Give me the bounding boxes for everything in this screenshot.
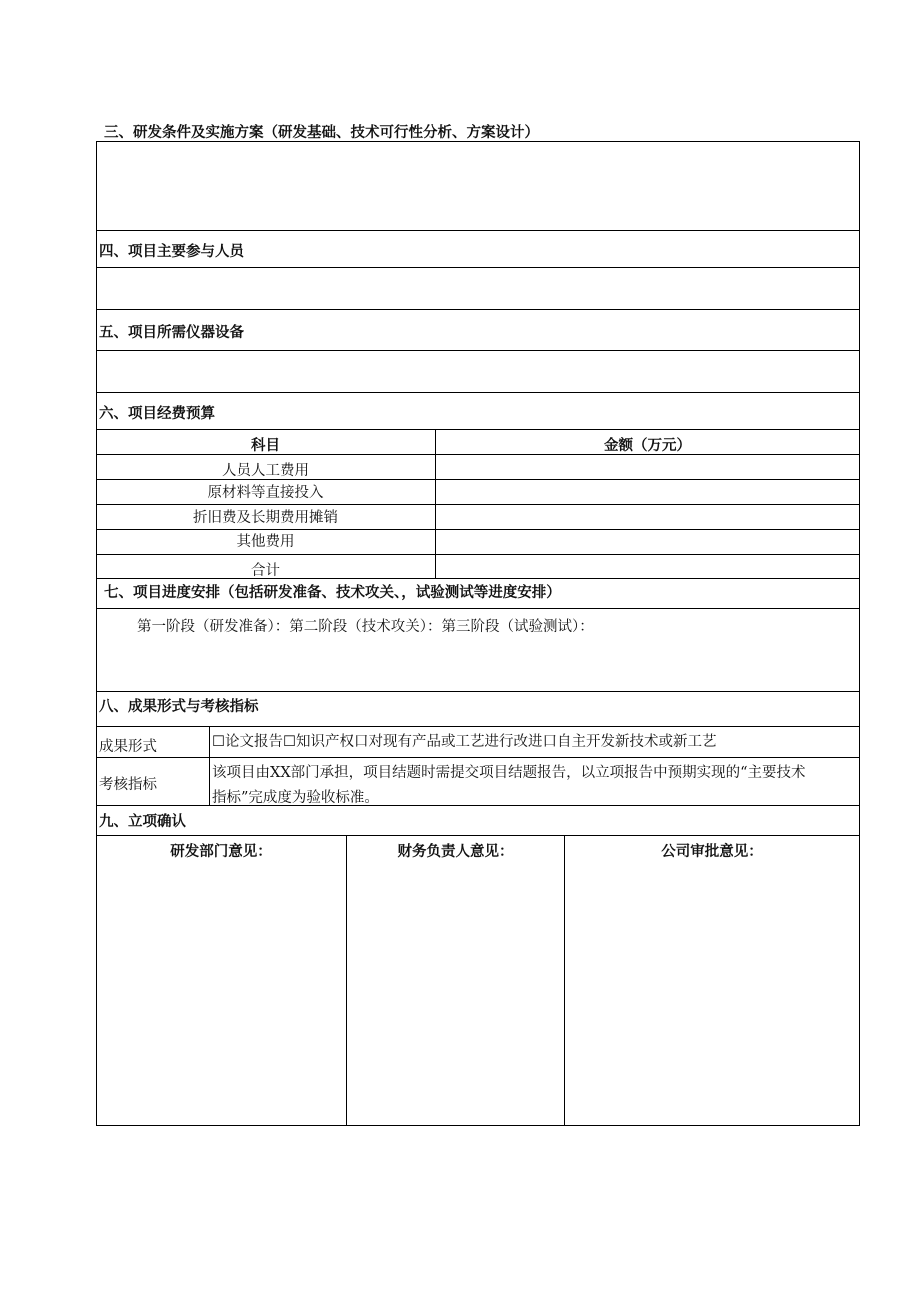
rd-department-opinion-label: 研发部门意见：	[170, 843, 272, 860]
section-7-title: 七、项目进度安排（包括研发准备、技术攻关、，试验测试等进度安排）	[104, 584, 561, 601]
result-label-divider	[209, 726, 210, 805]
budget-row-subject: 人员人工费用	[222, 463, 309, 479]
section-8-title: 八、成果形式与考核指标	[99, 698, 259, 715]
budget-row-subject: 折旧费及长期费用摊销	[193, 510, 338, 526]
row-divider	[96, 691, 860, 692]
row-divider	[96, 554, 860, 555]
approval-divider	[564, 835, 565, 1126]
row-divider	[96, 805, 860, 806]
budget-row-subject: 其他费用	[236, 534, 295, 550]
row-divider	[96, 350, 860, 351]
row-divider	[96, 267, 860, 268]
row-divider	[96, 504, 860, 505]
approval-left-border	[96, 835, 97, 1126]
row-divider	[96, 309, 860, 310]
result-form-options: ☐论文报告☐知识产权口对现有产品或工艺进行改进口自主开发新技术或新工艺	[212, 734, 717, 750]
section-4-title: 四、项目主要参与人员	[99, 243, 244, 260]
finance-head-opinion-label: 财务负责人意见：	[397, 843, 514, 860]
row-divider	[96, 141, 860, 142]
row-divider	[96, 230, 860, 231]
row-divider	[96, 392, 860, 393]
company-approval-opinion-label: 公司审批意见：	[661, 843, 763, 860]
row-divider	[96, 757, 860, 758]
assessment-label: 考核指标	[99, 777, 157, 793]
section-5-title: 五、项目所需仪器设备	[99, 324, 244, 341]
budget-row-subject: 原材料等直接投入	[207, 485, 324, 501]
row-divider	[96, 835, 860, 836]
approval-bottom-border	[96, 1125, 860, 1126]
row-divider	[96, 726, 860, 727]
budget-header-amount: 金额（万元）	[604, 437, 691, 454]
approval-right-border	[859, 835, 860, 1126]
section-9-title: 九、立项确认	[99, 813, 186, 830]
budget-header-subject: 科目	[251, 437, 280, 454]
table-right-border	[859, 141, 860, 835]
row-divider	[96, 608, 860, 609]
assessment-text-line2: 指标”完成度为验收标准。	[212, 790, 379, 806]
schedule-stages: 第一阶段（研发准备）：第二阶段（技术攻关）：第三阶段（试验测试）：	[137, 619, 594, 635]
result-form-label: 成果形式	[99, 739, 157, 755]
section-3-title: 三、研发条件及实施方案（研发基础、技术可行性分析、方案设计）	[104, 124, 539, 141]
section-6-title: 六、项目经费预算	[99, 405, 215, 422]
row-divider	[96, 429, 860, 430]
budget-total-subject: 合计	[251, 563, 280, 579]
approval-divider	[346, 835, 347, 1126]
assessment-text-line1: 该项目由XX部门承担，项目结题时需提交项目结题报告，以立项报告中预期实现的“主要技术	[212, 765, 806, 781]
